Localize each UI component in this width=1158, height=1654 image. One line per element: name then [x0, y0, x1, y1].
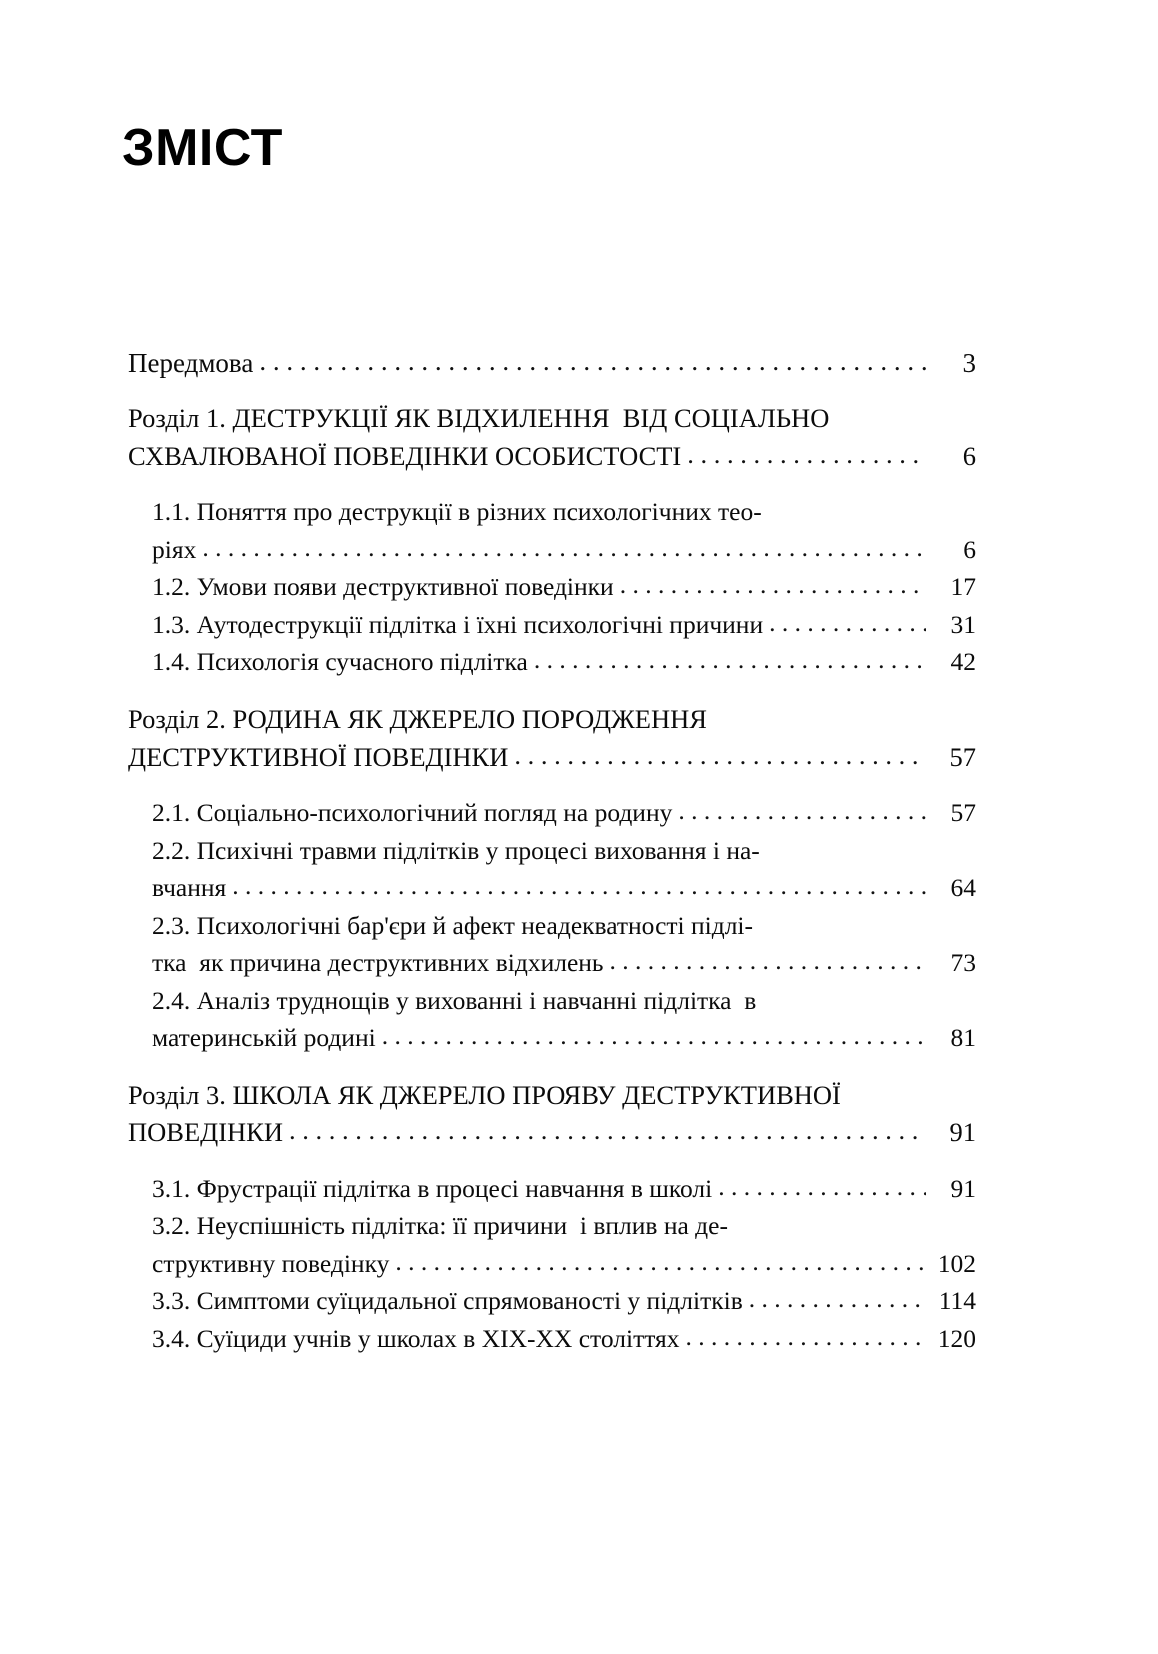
toc-page-number: 120: [937, 1323, 976, 1353]
toc-page-number: 102: [937, 1248, 976, 1278]
toc-section-line1: 3.2. Неуспішність підлітка: її причини і вплив на де-: [152, 1211, 728, 1241]
toc-section-list-1: [128, 493, 976, 680]
toc-chapter-heading-line1: Розділ 3. ШКОЛА ЯК ДЖЕРЕЛО ПРОЯВУ ДЕСТРУКТИВНОЇ: [128, 1079, 841, 1110]
toc-page-number: 6: [962, 440, 976, 471]
toc-section-line2: ріях: [152, 534, 197, 564]
dot-leader: [718, 1168, 926, 1205]
toc-page-number: 91: [949, 1117, 976, 1148]
dot-leader: [678, 792, 926, 829]
toc-section-line1: 1.3. Аутодеструкції підлітка і їхні психологічні причини: [152, 609, 764, 639]
toc-page-number: 6: [963, 534, 976, 564]
toc-section-2-1[interactable]: [152, 794, 976, 831]
toc-chapter-heading-1[interactable]: [128, 400, 976, 475]
dot-leader: [620, 566, 926, 603]
dot-leader: [534, 641, 926, 678]
toc-chapter-heading-3[interactable]: [128, 1077, 976, 1152]
toc-section-3-4[interactable]: [152, 1320, 976, 1357]
toc-section-1-2[interactable]: [152, 568, 976, 605]
dot-leader: [202, 529, 926, 566]
toc-section-3-3[interactable]: [152, 1282, 976, 1319]
dot-leader: [395, 1243, 926, 1280]
dot-leader: [259, 346, 928, 376]
toc-section-line1: 3.3. Симптоми суїцидальної спрямованості у підлітків: [152, 1286, 743, 1316]
toc-section-line1: 2.4. Аналіз труднощів у вихованні і навчанні підлітка в: [152, 985, 757, 1015]
toc-section-list-3: [128, 1170, 976, 1357]
toc-page-number: 114: [938, 1286, 976, 1316]
toc-section-line1: 2.2. Психічні травми підлітків у процесі виховання і на-: [152, 835, 760, 865]
toc-section-line2: вчання: [152, 873, 227, 903]
toc-chapter-heading-line2: ДЕСТРУКТИВНОЇ ПОВЕДІНКИ: [128, 741, 509, 772]
toc-page-number: 64: [950, 873, 976, 903]
toc-section-line1: 2.1. Соціально-психологічний погляд на родину: [152, 798, 673, 828]
toc-page-number: 91: [950, 1173, 976, 1203]
toc-section-line1: 1.1. Поняття про деструкції в різних психологічних тео-: [152, 497, 762, 527]
toc-page-number: 57: [949, 741, 976, 772]
toc-page-number: 57: [950, 798, 976, 828]
toc-page-number: 73: [950, 948, 976, 978]
toc-section-3-1[interactable]: [152, 1170, 976, 1207]
toc-chapter-group-2: [128, 701, 976, 1057]
toc-section-line2: структивну поведінку: [152, 1248, 390, 1278]
toc-section-line1: 1.2. Умови появи деструктивної поведінки: [152, 572, 614, 602]
table-of-contents: [128, 348, 976, 1377]
toc-section-1-1[interactable]: [152, 493, 976, 568]
toc-chapter-heading-line1: Розділ 1. ДЕСТРУКЦІЇ ЯК ВІДХИЛЕННЯ ВІД СОЦІАЛЬНО: [128, 403, 830, 434]
dot-leader: [686, 1318, 927, 1355]
toc-chapter-heading-line2: ПОВЕДІНКИ: [128, 1117, 283, 1148]
toc-section-2-3[interactable]: [152, 907, 976, 982]
toc-section-1-4[interactable]: [152, 643, 976, 680]
toc-section-3-2[interactable]: [152, 1207, 976, 1282]
toc-page-number: 3: [962, 348, 976, 378]
toc-section-line1: 3.4. Суїциди учнів у школах в XIX-XX століттях: [152, 1323, 680, 1353]
toc-page-number: 31: [950, 609, 976, 639]
toc-chapter-heading-line1: Розділ 2. РОДИНА ЯК ДЖЕРЕЛО ПОРОДЖЕННЯ: [128, 703, 707, 734]
page-title: ЗМІСТ: [122, 118, 283, 177]
toc-chapter-group-1: [128, 400, 976, 681]
toc-section-line1: 2.3. Психологічні бар'єри й афект неадекватності підлі-: [152, 910, 753, 940]
toc-section-2-2[interactable]: [152, 832, 976, 907]
dot-leader: [382, 1017, 926, 1054]
toc-page-number: 42: [950, 647, 976, 677]
toc-chapter-heading-line2: СХВАЛЮВАНОЇ ПОВЕДІНКИ ОСОБИСТОСТІ: [128, 440, 682, 471]
dot-leader: [514, 737, 926, 775]
toc-section-2-4[interactable]: [152, 982, 976, 1057]
toc-section-line1: 3.1. Фрустрації підлітка в процесі навчання в школі: [152, 1173, 713, 1203]
toc-section-line2: материнській родині: [152, 1023, 376, 1053]
dot-leader: [289, 1112, 926, 1150]
dot-leader: [769, 604, 926, 641]
toc-section-list-2: [128, 794, 976, 1056]
toc-chapter-heading-2[interactable]: [128, 701, 976, 776]
dot-leader: [610, 942, 926, 979]
toc-chapter-group-3: [128, 1077, 976, 1358]
dot-leader: [232, 867, 926, 904]
toc-page-number: 81: [950, 1023, 976, 1053]
dot-leader: [687, 436, 926, 474]
toc-entry-label: Передмова: [128, 348, 254, 378]
toc-entry-front-matter[interactable]: [128, 348, 976, 378]
dot-leader: [749, 1280, 926, 1317]
toc-section-1-3[interactable]: [152, 606, 976, 643]
toc-section-line1: 1.4. Психологія сучасного підлітка: [152, 647, 528, 677]
toc-section-line2: тка як причина деструктивних відхилень: [152, 948, 604, 978]
toc-page-number: 17: [950, 572, 976, 602]
